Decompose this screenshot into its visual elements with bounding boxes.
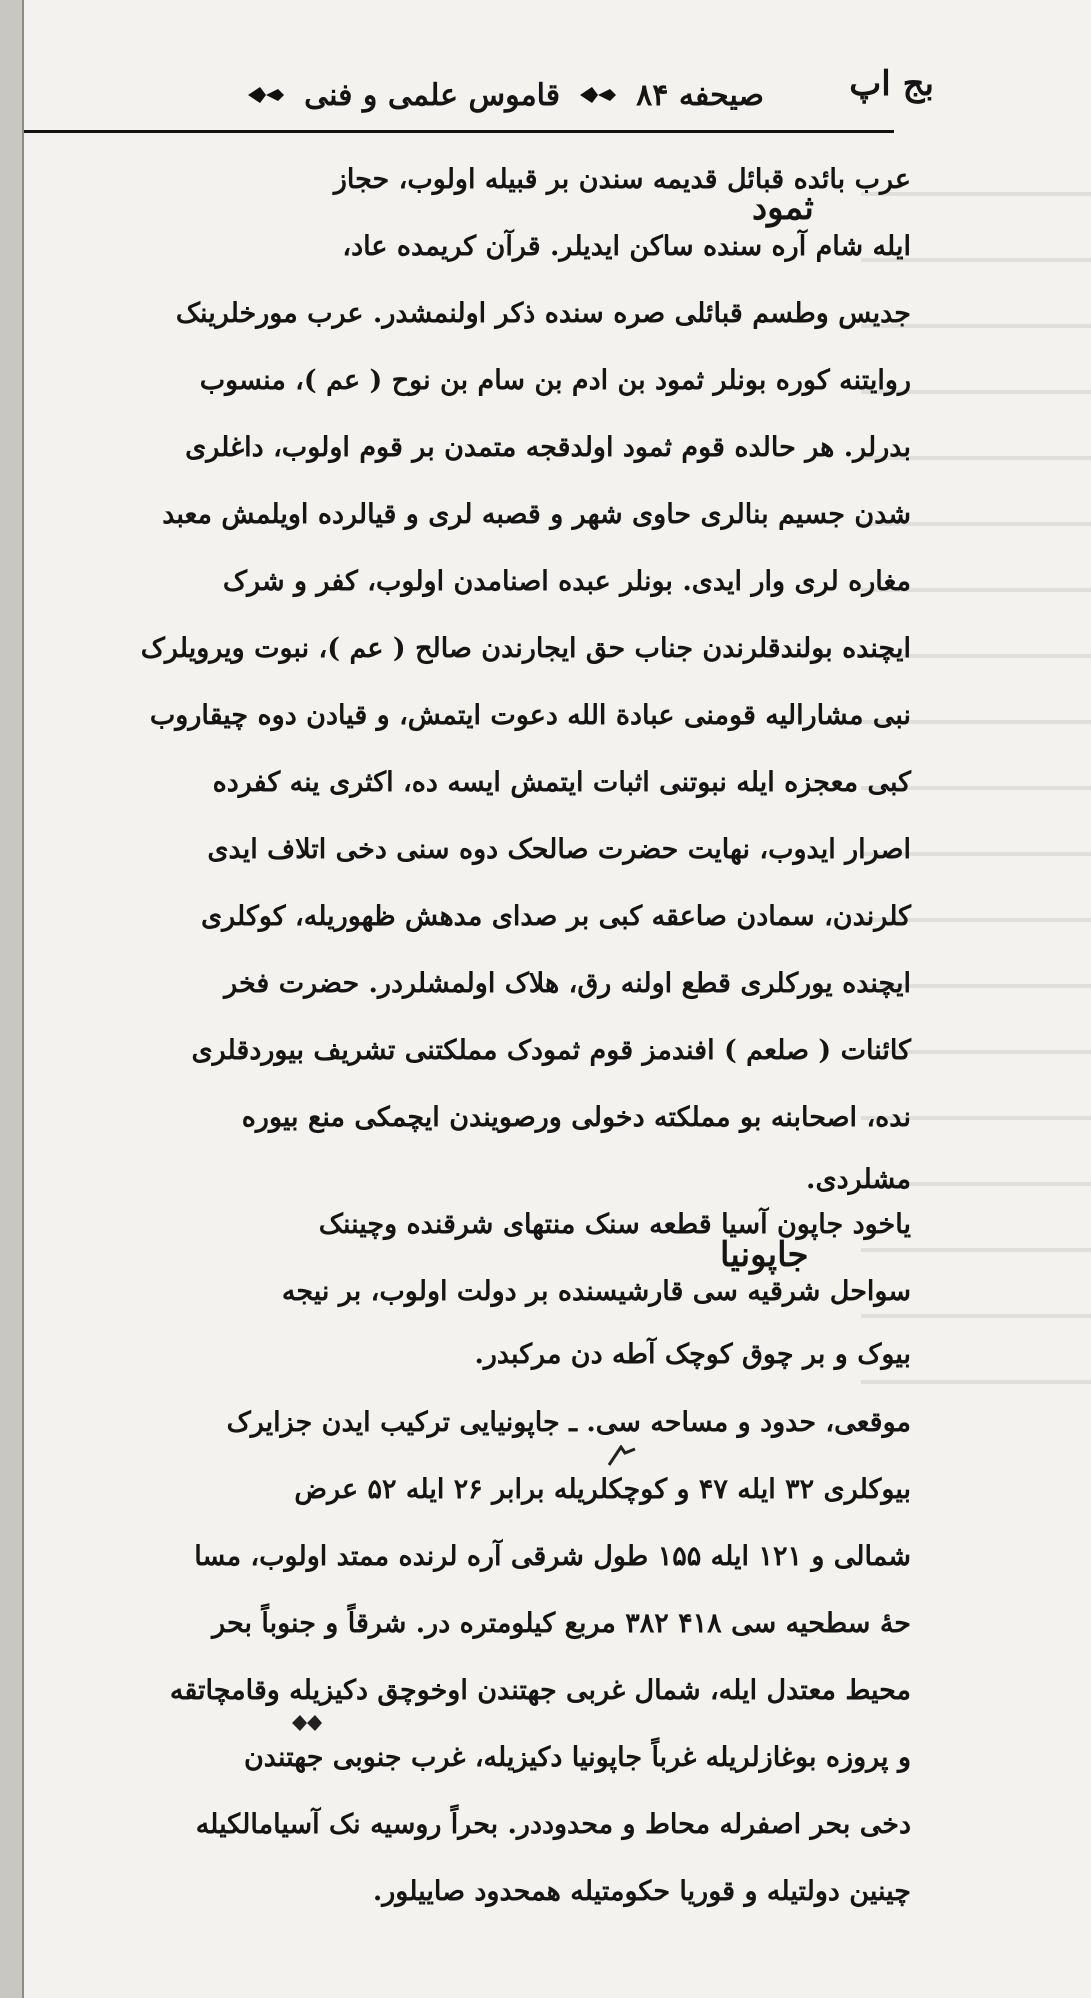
- text-line: حهٔ سطحیه سی ۴۱۸ ۳۸۲ مربع کیلومتره در. شرقاً و جنوباً بحر: [212, 1608, 911, 1639]
- text-line: نبی مشارالیه قومنی عبادة الله دعوت ایتمش، و قیادن دوه چیقاروب: [149, 700, 911, 731]
- ornament-icon: [246, 83, 286, 107]
- entry-word: بج اپ: [849, 64, 934, 104]
- page-label: صیحفه ۸۴: [636, 77, 764, 113]
- header-title: قاموس علمی و فنی: [304, 77, 561, 113]
- text-line: نده، اصحابنه بو مملکته دخولی ورصویندن ایچمکی منع بیوره: [241, 1102, 911, 1133]
- text-line: بیوکلری ۳۲ ایله ۴۷ و کوچکلریله برابر ۲۶ ایله ۵۲ عرض: [294, 1474, 911, 1505]
- text-line: ایچنده یورکلری قطع اولنه رق، هلاک اولمشلردر. حضرت فخر: [224, 968, 911, 999]
- ornament-icon: [578, 83, 618, 107]
- text-line: مغاره لری وار ایدی. بونلر عبده اصنامدن اولوب، کفر و شرک: [222, 566, 911, 597]
- text-line: موقعی، حدود و مساحه سی. ـ جاپونیایی ترکیب ایدن جزایرک: [226, 1407, 911, 1438]
- text-line: سواحل شرقیه سی قارشیسنده بر دولت اولوب، بر نیجه: [281, 1276, 911, 1307]
- text-line: بدرلر. هر حالده قوم ثمود اولدقجه متمدن بر قوم اولوب، داغلری: [185, 432, 911, 463]
- text-line: بیوک و بر چوق کوچک آطه دن مرکبدر.: [474, 1339, 911, 1370]
- text-line: کائنات ( صلعم ) افندمز قوم ثمودک مملکتنی تشریف بیوردقلری: [191, 1035, 911, 1066]
- ink-blot-icon: [290, 1712, 324, 1734]
- text-line: یاخود جاپون آسیا قطعه سنک منتهای شرقنده وچیننک: [318, 1209, 911, 1240]
- text-line: اصرار ایدوب، نهایت حضرت صالحک دوه سنی دخی اتلاف ایدی: [207, 834, 911, 865]
- text-line: مشلردی.: [806, 1164, 911, 1195]
- entry-headword: ثمود: [752, 188, 814, 228]
- entry-body: [24, 1205, 911, 1945]
- text-line: محیط معتدل ایله، شمال غربی جهتندن اوخوچق دکیزیله وقامچاتقه: [169, 1675, 911, 1706]
- text-line: جدیس وطسم قبائلی صره سنده ذکر اولنمشدر. عرب مورخلرینک: [175, 298, 911, 329]
- text-line: روایتنه کوره بونلر ثمود بن ادم بن سام بن نوح ( عم )، منسوب: [199, 365, 911, 396]
- entry-body: [24, 160, 911, 1200]
- text-line: شمالی و ۱۲۱ ایله ۱۵۵ طول شرقی آره لرنده ممتد اولوب، مسا: [194, 1541, 911, 1572]
- text-line: دخی بحر اصفرله محاط و محدوددر. بحراً روسیه نک آسیامالکیله: [195, 1809, 911, 1840]
- header-rule: [24, 130, 894, 133]
- entry-headword: جاپونیا: [720, 1235, 809, 1275]
- text-line: کبی معجزه ایله نبوتنی اثبات ایتمش ایسه ده، اکثری ینه کفرده: [212, 767, 911, 798]
- ink-stroke-icon: [605, 1445, 639, 1467]
- text-line: ایچنده بولندقلرندن جناب حق ایجارندن صالح ( عم )، نبوت ویرویلرک: [140, 633, 911, 664]
- text-line: و پروزه بوغازلریله غرباً جاپونیا دکیزیله، غرب جنوبی جهتندن: [243, 1742, 911, 1773]
- header-title-group: [24, 60, 764, 130]
- text-line: ایله شام آره سنده ساکن ایدیلر. قرآن کریمده عاد،: [342, 231, 911, 262]
- binding-margin: [0, 0, 24, 1998]
- text-line: کلرندن، سمادن صاعقه کبی بر صدای مدهش ظهوریله، کوکلری: [201, 901, 911, 932]
- text-line: عرب بائده قبائل قدیمه سندن بر قبیله اولوب، حجاز: [333, 164, 911, 195]
- page-header: [24, 60, 1054, 140]
- text-line: شدن جسیم بنالری حاوی شهر و قصبه لری و قیالرده اویلمش معبد: [162, 499, 911, 530]
- text-line: چینین دولتیله و قوریا حکومتیله همحدود صاییلور.: [372, 1876, 911, 1907]
